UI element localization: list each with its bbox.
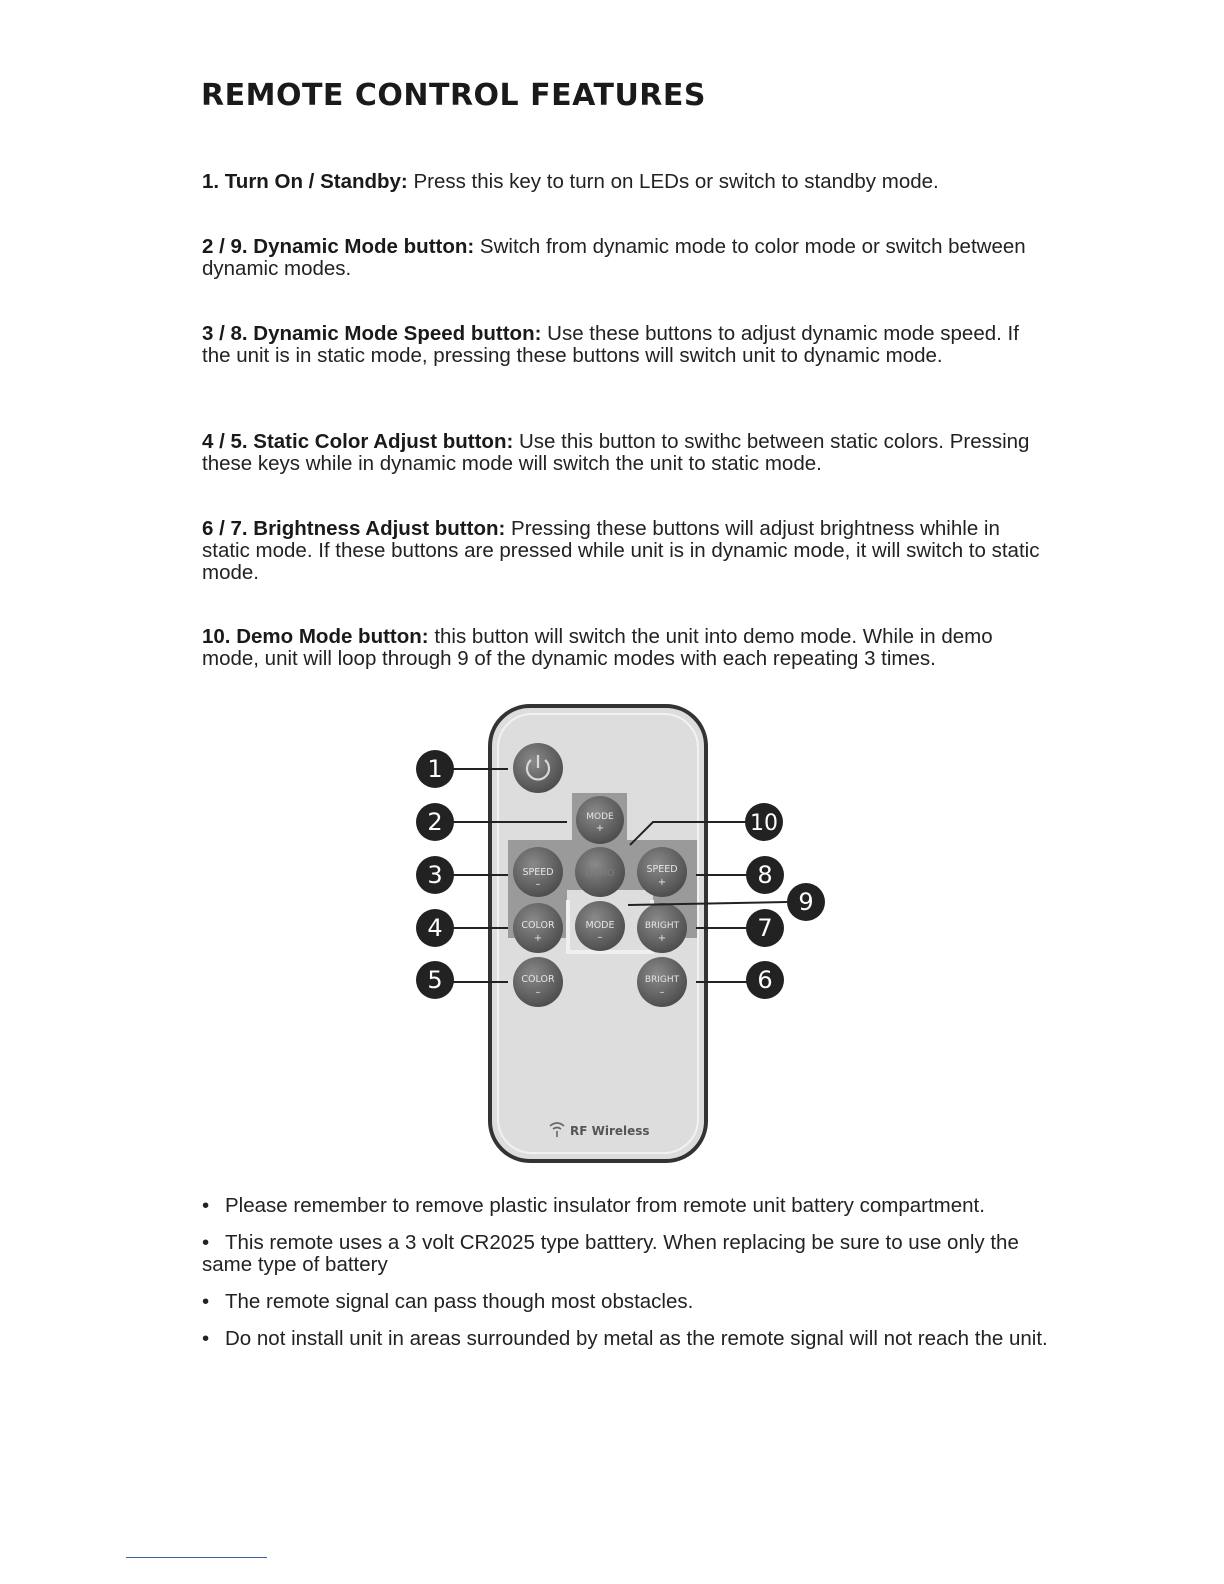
svg-text:COLOR: COLOR: [521, 920, 555, 931]
bullet-icon: •: [202, 1231, 210, 1254]
notes-list: [202, 1195, 1052, 1365]
feature-text: Use this button to swithc between static colors. Pressing these keys while in dynamic mode will switch the unit to static mode.: [202, 430, 1030, 475]
color-minus-button[interactable]: [513, 957, 563, 1007]
bright-minus-button[interactable]: [637, 957, 687, 1007]
svg-text:–: –: [659, 987, 665, 998]
feature-brightness: [202, 518, 1052, 584]
list-item: [202, 1195, 1052, 1217]
svg-text:BRIGHT: BRIGHT: [644, 975, 680, 985]
footer-rule: [126, 1557, 267, 1558]
svg-text:4: 4: [427, 914, 443, 942]
bright-plus-button[interactable]: [637, 903, 687, 953]
svg-text:2: 2: [427, 808, 443, 836]
feature-dynamic-speed: [202, 323, 1052, 367]
callout-5: [416, 961, 454, 999]
speed-plus-button[interactable]: [637, 847, 687, 897]
feature-label: 1. Turn On / Standby:: [202, 170, 408, 193]
svg-text:–: –: [535, 879, 541, 890]
feature-label: 4 / 5. Static Color Adjust button:: [202, 430, 514, 453]
svg-text:9: 9: [798, 888, 814, 916]
callout-6: [746, 961, 784, 999]
svg-text:MODE: MODE: [586, 812, 614, 822]
callout-10: [745, 803, 783, 841]
note-text: This remote uses a 3 volt CR2025 type batttery. When replacing be sure to use only the same type of battery: [202, 1231, 1019, 1276]
note-text: The remote signal can pass though most obstacles.: [225, 1290, 694, 1313]
list-item: [202, 1232, 1052, 1276]
feature-static-color: [202, 431, 1052, 475]
feature-turn-on: [202, 171, 1052, 193]
color-plus-button[interactable]: [513, 903, 563, 953]
mode-plus-button[interactable]: [576, 796, 624, 844]
svg-text:10: 10: [750, 811, 778, 836]
bullet-icon: •: [202, 1327, 210, 1350]
svg-text:–: –: [597, 932, 603, 943]
svg-text:COLOR: COLOR: [521, 974, 555, 985]
svg-text:+: +: [657, 933, 667, 944]
feature-text: Pressing these buttons will adjust brightness whihle in static mode. If these buttons are pressed while unit is in dynamic mode, it will switch to static mode.: [202, 517, 1040, 584]
feature-label: 2 / 9. Dynamic Mode button:: [202, 235, 475, 258]
svg-text:8: 8: [757, 861, 773, 889]
svg-text:DEMO: DEMO: [585, 868, 615, 879]
page-title: REMOTE CONTROL FEATURES: [201, 78, 707, 113]
callout-4: [416, 909, 454, 947]
svg-text:–: –: [535, 987, 541, 998]
callout-9: [787, 883, 825, 921]
feature-dynamic-mode: [202, 236, 1052, 280]
svg-text:MODE: MODE: [585, 920, 615, 931]
callout-2: [416, 803, 454, 841]
svg-text:SPEED: SPEED: [646, 864, 678, 875]
svg-text:3: 3: [427, 861, 443, 889]
mode-minus-button[interactable]: [575, 901, 625, 951]
svg-text:6: 6: [757, 966, 773, 994]
feature-text: Press this key to turn on LEDs or switch to standby mode.: [407, 170, 939, 193]
list-item: [202, 1328, 1052, 1350]
callout-7: [746, 909, 784, 947]
demo-button[interactable]: [575, 847, 625, 897]
speed-minus-button[interactable]: [513, 847, 563, 897]
feature-text: this button will switch the unit into demo mode. While in demo mode, unit will loop through 9 of the dynamic modes with each repeating 3 times.: [202, 625, 993, 670]
svg-text:RF Wireless: RF Wireless: [570, 1124, 650, 1138]
feature-label: 6 / 7. Brightness Adjust button:: [202, 517, 506, 540]
bullet-icon: •: [202, 1290, 210, 1313]
svg-text:BRIGHT: BRIGHT: [644, 921, 680, 931]
feature-text: Use these buttons to adjust dynamic mode speed. If the unit is in static mode, pressing these buttons will switch unit to dynamic mode.: [202, 322, 1019, 367]
power-button[interactable]: [513, 743, 563, 793]
callout-3: [416, 856, 454, 894]
callout-1: [416, 750, 454, 788]
feature-demo-mode: [202, 626, 1052, 670]
svg-text:1: 1: [427, 755, 443, 783]
note-text: Do not install unit in areas surrounded by metal as the remote signal will not reach the unit.: [225, 1327, 1048, 1350]
feature-label: 3 / 8. Dynamic Mode Speed button:: [202, 322, 542, 345]
bullet-icon: •: [202, 1194, 210, 1217]
feature-text: Switch from dynamic mode to color mode or switch between dynamic modes.: [202, 235, 1026, 280]
note-text: Please remember to remove plastic insulator from remote unit battery compartment.: [225, 1194, 985, 1217]
svg-text:5: 5: [427, 966, 443, 994]
svg-text:+: +: [595, 823, 605, 834]
feature-label: 10. Demo Mode button:: [202, 625, 429, 648]
list-item: [202, 1291, 1052, 1313]
svg-text:7: 7: [757, 914, 773, 942]
svg-text:+: +: [657, 877, 667, 888]
svg-text:+: +: [533, 933, 543, 944]
callout-8: [746, 856, 784, 894]
remote-diagram: [400, 700, 840, 1170]
svg-text:SPEED: SPEED: [522, 867, 554, 878]
